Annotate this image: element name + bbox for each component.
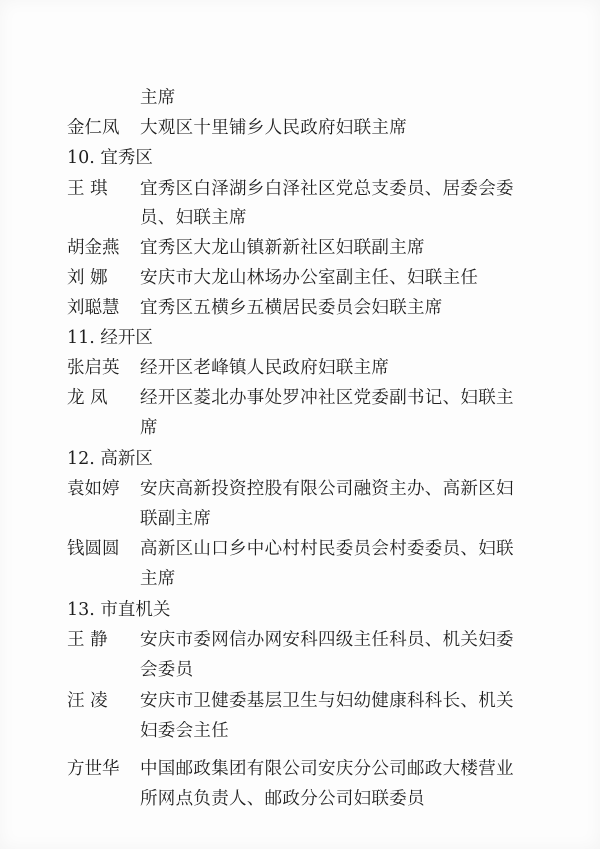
member-desc: 宜秀区大龙山镇新新社区妇联副主席	[140, 238, 425, 258]
member-desc: 大观区十里铺乡人民政府妇联主席	[140, 118, 407, 138]
member-desc: 安庆高新投资控股有限公司融资主办、高新区妇	[140, 479, 514, 499]
member-desc-cont: 联副主席	[140, 509, 212, 529]
member-desc: 中国邮政集团有限公司安庆分公司邮政大楼营业	[140, 759, 514, 779]
member-name: 袁如婷	[67, 479, 120, 499]
member-name: 张启英	[67, 358, 120, 378]
member-desc: 宜秀区五横乡五横居民委员会妇联主席	[140, 298, 443, 318]
member-name: 刘聪慧	[67, 298, 120, 318]
member-name: 王 琪	[67, 179, 108, 199]
member-name: 金仁凤	[67, 118, 120, 138]
member-name: 汪 凌	[67, 691, 108, 711]
section-heading-13: 13. 市直机关	[67, 600, 171, 620]
member-desc: 宜秀区白泽湖乡白泽社区党总支委员、居委会委	[140, 179, 514, 199]
member-name: 胡金燕	[67, 238, 120, 258]
member-name: 龙 凤	[67, 388, 108, 408]
member-desc-cont: 员、妇联主席	[140, 208, 247, 228]
member-desc: 高新区山口乡中心村村民委员会村委委员、妇联	[140, 539, 514, 559]
member-name: 王 静	[67, 630, 108, 650]
member-desc-cont: 妇委会主任	[140, 721, 229, 741]
section-heading-12: 12. 高新区	[67, 449, 153, 469]
member-desc: 经开区菱北办事处罗冲社区党委副书记、妇联主	[140, 388, 514, 408]
member-desc: 安庆市委网信办网安科四级主任科员、机关妇委	[140, 630, 514, 650]
member-desc: 经开区老峰镇人民政府妇联主席	[140, 358, 390, 378]
section-heading-10: 10. 宜秀区	[67, 148, 153, 168]
member-name: 方世华	[67, 759, 120, 779]
member-desc-cont: 主席	[140, 569, 176, 589]
section-heading-11: 11. 经开区	[67, 328, 153, 348]
member-desc-cont: 所网点负责人、邮政分公司妇联委员	[140, 789, 425, 809]
member-desc: 安庆市卫健委基层卫生与妇幼健康科科长、机关	[140, 691, 514, 711]
member-desc-cont: 会委员	[140, 660, 194, 680]
member-name: 钱圆圆	[67, 539, 120, 559]
member-desc: 安庆市大龙山林场办公室副主任、妇联主任	[140, 268, 479, 288]
member-name: 刘 娜	[67, 268, 108, 288]
member-desc-cont: 席	[140, 418, 158, 438]
continued-line: 主席	[140, 88, 176, 108]
